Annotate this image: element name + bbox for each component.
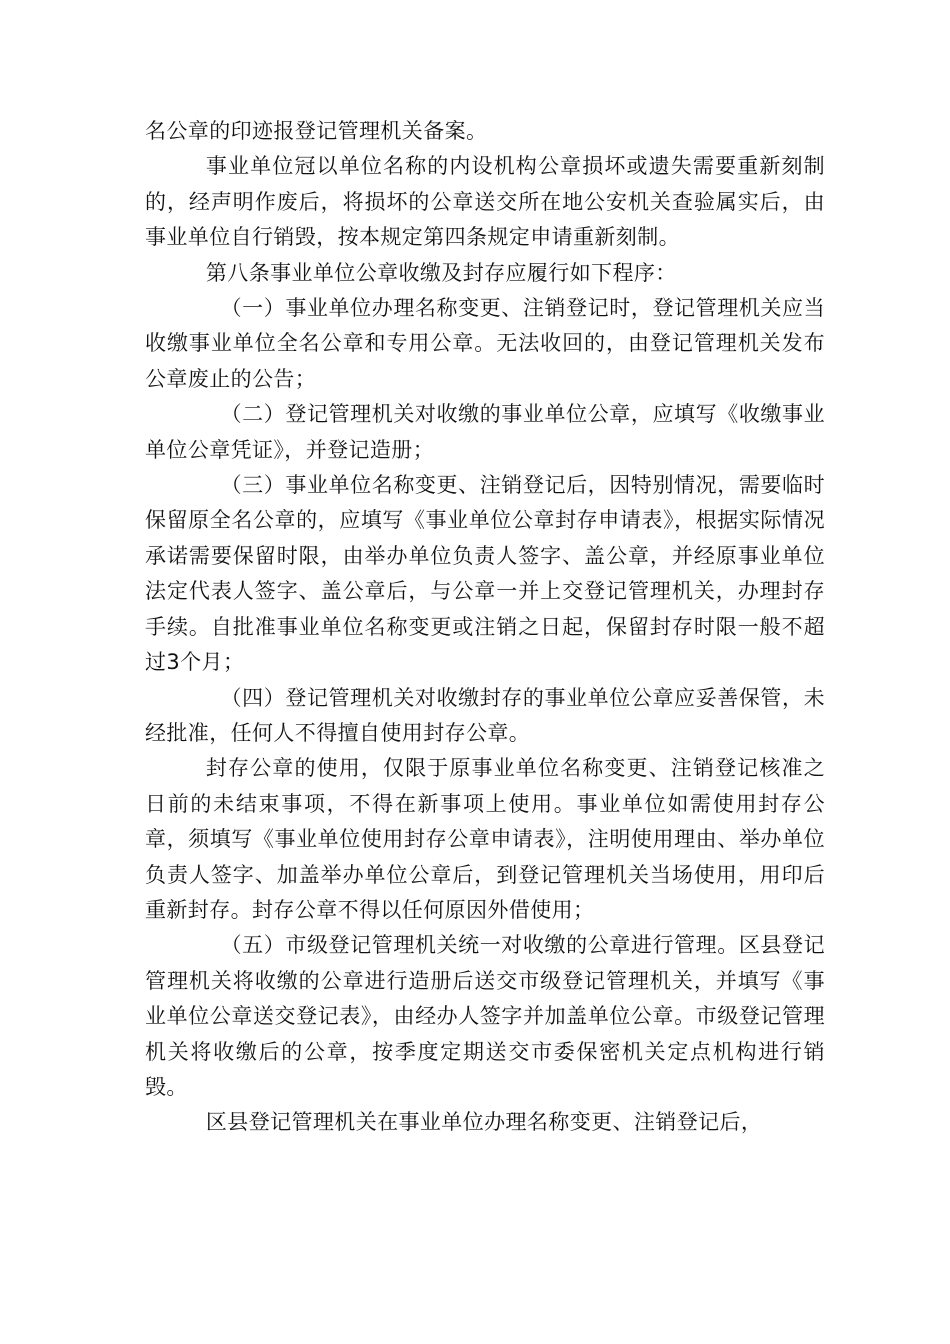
paragraph-sealed-use: 封存公章的使用，仅限于原事业单位名称变更、注销登记核准之日前的未结束事项，不得在新事项上使用。事业单位如需使用封存公章，须填写《事业单位使用封存公章申请表》，注明使用理由、举办单位负责人签字、加盖举办单位公章后，到登记管理机关当场使用，用印后重新封存。封存公章不得以任何原因外借使用； <box>145 756 825 922</box>
paragraph-item-4: （四）登记管理机关对收缴封存的事业单位公章应妥善保管，未经批准，任何人不得擅自使用封存公章。 <box>145 685 825 745</box>
paragraph-item-5: （五）市级登记管理机关统一对收缴的公章进行管理。区县登记管理机关将收缴的公章进行造册后送交市级登记管理机关，并填写《事业单位公章送交登记表》，由经办人签字并加盖单位公章。市级登记管理机关将收缴后的公章，按季度定期送交市委保密机关定点机构进行销毁。 <box>145 933 825 1099</box>
paragraph-district-authority: 区县登记管理机关在事业单位办理名称变更、注销登记后， <box>205 1110 763 1135</box>
paragraph-item-2: （二）登记管理机关对收缴的事业单位公章，应填写《收缴事业单位公章凭证》，并登记造册； <box>145 402 825 462</box>
paragraph-article-8-heading: 第八条事业单位公章收缴及封存应履行如下程序： <box>205 260 677 285</box>
paragraph-item-1: （一）事业单位办理名称变更、注销登记时，登记管理机关应当收缴事业单位全名公章和专用公章。无法收回的，由登记管理机关发布公章废止的公告； <box>145 296 825 391</box>
paragraph-item-3: （三）事业单位名称变更、注销登记后，因特别情况，需要临时保留原全名公章的，应填写《事业单位公章封存申请表》，根据实际情况承诺需要保留时限，由举办单位负责人签字、盖公章，并经原事业单位法定代表人签字、盖公章后，与公章一并上交登记管理机关，办理封存手续。自批准事业单位名称变更或注销之日起，保留封存时限一般不超过3个月； <box>145 473 825 675</box>
paragraph-internal-seal-reissue: 事业单位冠以单位名称的内设机构公章损坏或遗失需要重新刻制的，经声明作废后，将损坏的公章送交所在地公安机关查验属实后，由事业单位自行销毁，按本规定第四条规定申请重新刻制。 <box>145 154 825 250</box>
document-body <box>145 114 825 1141</box>
paragraph-continuation: 名公章的印迹报登记管理机关备案。 <box>145 119 488 143</box>
